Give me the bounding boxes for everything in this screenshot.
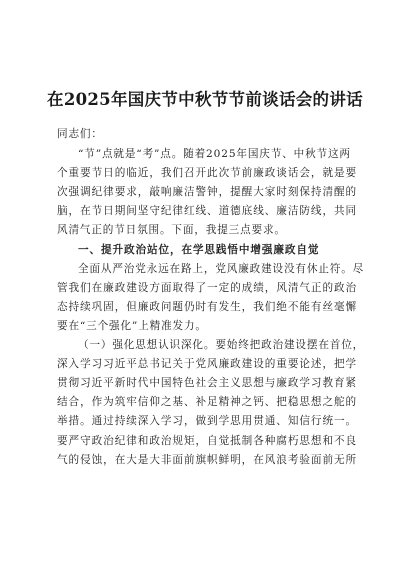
section-heading: 一、提升政治站位，在学思践悟中增强廉政自觉 [78,243,320,256]
paragraph-line: 举措。通过持续深入学习，做到学思用贯通、知信行统一。 [57,415,357,428]
paragraph-line: 结合，作为筑牢信仰之基、补足精神之钙、把稳思想之舵的 [57,396,357,409]
paragraph-line: 风清气正的节日氛围。下面，我提三点要求。 [57,224,286,237]
paragraph-line: 管我们在廉政建设方面取得了一定的成绩，风清气正的政治 [57,281,357,294]
paragraph-line: （一）强化思想认识深化。要始终把政治建设摆在首位， [78,339,365,352]
paragraph-line: 脑，在节日期间坚守纪律红线、道德底线、廉洁防线，共同 [57,205,357,218]
paragraph-line: 要在“三个强化”上精准发力。 [57,319,207,332]
paragraph-line: “节”点就是“考”点。随着2025年国庆节、中秋节这两 [78,148,351,161]
paragraph-line: 要严守政治纪律和政治规矩，自觉抵制各种腐朽思想和不良 [57,434,357,447]
paragraph-line: 全面从严治党永远在路上，党风廉政建设没有休止符。尽 [78,262,365,275]
paragraph-line: 个重要节日的临近，我们召开此次节前廉政谈话会，就是要 [57,167,357,180]
paragraph-line: 气的侵蚀，在大是大非面前旗帜鲜明，在风浪考验面前无所 [57,453,357,466]
paragraph-line: 深入学习习近平总书记关于党风廉政建设的重要论述，把学 [57,358,357,371]
greeting: 同志们： [57,128,103,140]
document-body [57,125,365,470]
paragraph-line: 态持续巩固，但廉政问题仍时有发生，我们绝不能有丝毫懈 [57,300,357,313]
paragraph-line: 次强调纪律要求，敲响廉洁警钟，提醒大家时刻保持清醒的 [57,186,357,199]
document-title: 在2025年国庆节中秋节节前谈话会的讲话 [47,90,363,109]
paragraph-line: 贯彻习近平新时代中国特色社会主义思想与廉政学习教育紧 [57,377,357,390]
